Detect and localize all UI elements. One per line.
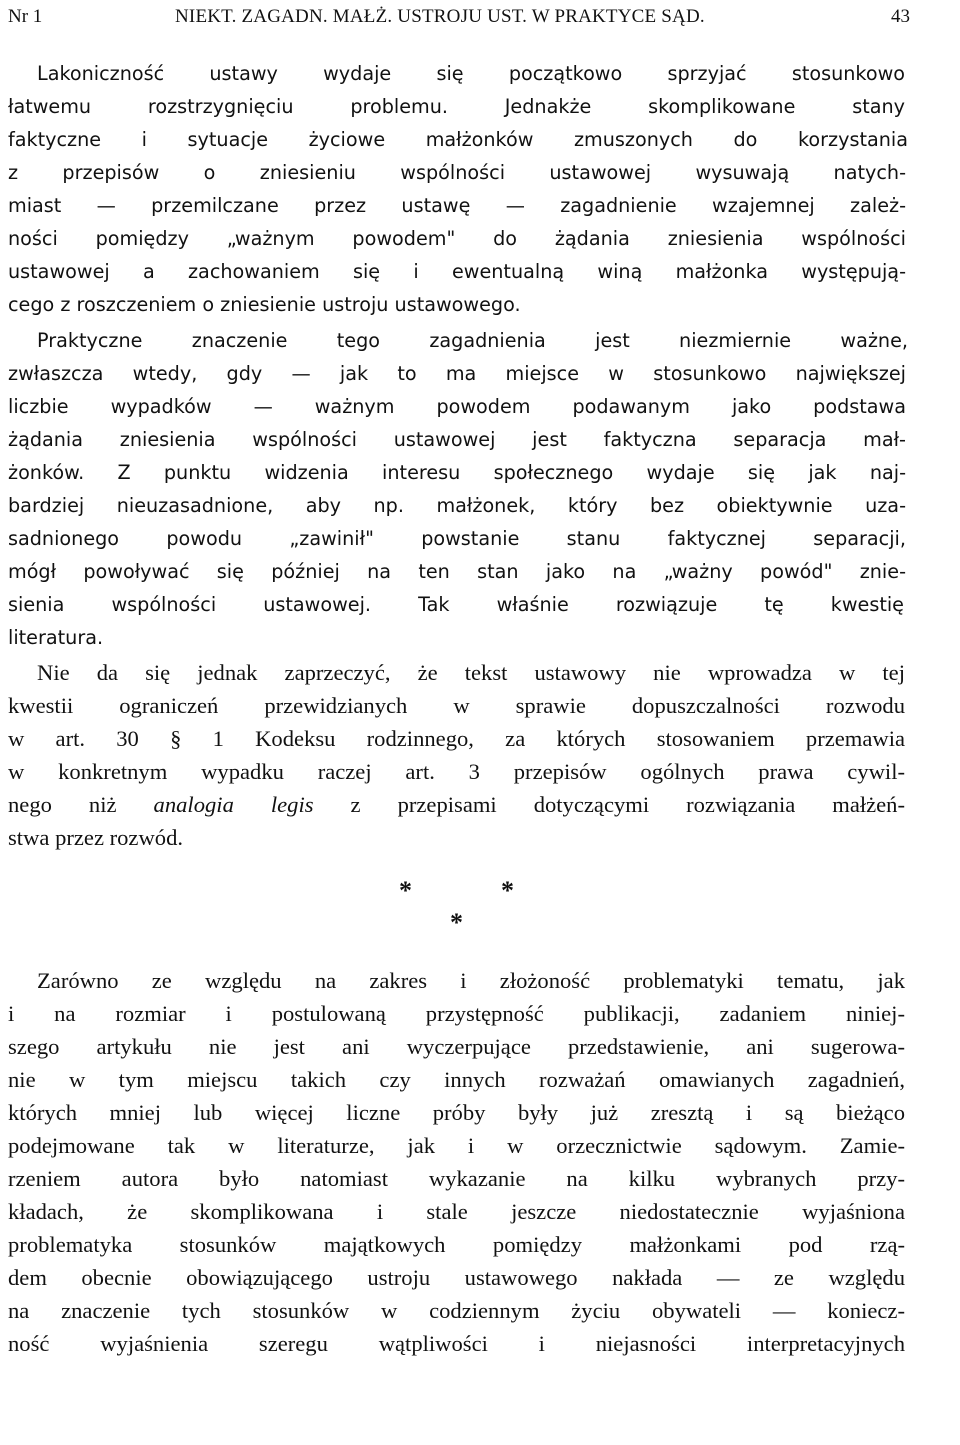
text-line: sadnionego powodu „zawinił" powstanie stanu faktycznej separacji, xyxy=(8,527,906,550)
text-line: zwłaszcza wtedy, gdy — jak to ma miejsce w stosunkowo największej xyxy=(8,362,906,385)
text-line: cego z roszczeniem o zniesienie ustroju ustawowego. xyxy=(8,293,521,316)
asterisk: * xyxy=(501,876,514,905)
text-line: w konkretnym wypadku raczej art. 3 przepisów ogólnych prawa cywil- xyxy=(8,759,905,784)
text-line: rzeniem autora było natomiast wykazanie na kilku wybranych przy- xyxy=(8,1166,905,1191)
italic-phrase: analogia legis xyxy=(153,792,314,817)
text-line: sienia wspólności ustawowej. Tak właśnie rozwiązuje tę kwestię xyxy=(8,593,904,616)
text-line: stwa przez rozwód. xyxy=(8,825,184,850)
asterisk: * xyxy=(399,876,412,905)
text-segment: nego niż xyxy=(8,792,117,817)
text-line: na znaczenie tych stosunków w codziennym życiu obywateli — koniecz- xyxy=(8,1298,905,1323)
text-line: nie w tym miejscu takich czy innych rozważań omawianych zagadnień, xyxy=(8,1067,905,1092)
text-line: mógł powoływać się później na ten stan jako na „ważny powód" znie- xyxy=(8,560,906,583)
journal-issue-number: Nr 1 xyxy=(8,6,43,27)
text-line: faktyczne i sytuacje życiowe małżonków zmuszonych do korzystania xyxy=(8,128,908,151)
text-line: problematyka stosunków majątkowych pomiędzy małżonkami pod rzą- xyxy=(8,1232,905,1257)
text-line: ustawowej a zachowaniem się i ewentualną winą małżonka występują- xyxy=(8,260,906,283)
text-line: w art. 30 § 1 Kodeksu rodzinnego, za których stosowaniem przemawia xyxy=(8,726,905,751)
text-line: miast — przemilczane przez ustawę — zagadnienie wzajemnej zależ- xyxy=(8,194,906,217)
asterisk: * xyxy=(450,908,463,937)
text-line: Lakoniczność ustawy wydaje się początkowo sprzyjać stosunkowo xyxy=(37,62,905,85)
text-line-with-italic xyxy=(8,794,905,817)
text-line: Zarówno ze względu na zakres i złożoność problematyki tematu, jak xyxy=(37,968,905,993)
text-line: ność wyjaśnienia szeregu wątpliwości i niejasności interpretacyjnych xyxy=(8,1331,905,1356)
text-line: bardziej nieuzasadnione, aby np. małżonek, który bez obiektywnie uza- xyxy=(8,494,906,517)
text-line: i na rozmiar i postulowaną przystępność publikacji, zadaniem niniej- xyxy=(8,1001,905,1026)
text-line: kwestii ograniczeń przewidzianych w sprawie dopuszczalności rozwodu xyxy=(8,693,905,718)
text-line: ności pomiędzy „ważnym powodem" do żądania zniesienia wspólności xyxy=(8,227,906,250)
text-line: których mniej lub więcej liczne próby były już zresztą i są bieżąco xyxy=(8,1100,905,1125)
running-header xyxy=(8,6,910,32)
text-line: łatwemu rozstrzygnięciu problemu. Jednakże skomplikowane stany xyxy=(8,95,905,118)
text-line: żądania zniesienia wspólności ustawowej jest faktyczna separacja mał- xyxy=(8,428,906,451)
text-line: Praktyczne znaczenie tego zagadnienia jest niezmiernie ważne, xyxy=(37,329,908,352)
text-line: z przepisów o zniesieniu wspólności ustawowej wysuwają natych- xyxy=(8,161,906,184)
text-line: szego artykułu nie jest ani wyczerpujące przedstawienie, ani sugerowa- xyxy=(8,1034,905,1059)
page-number: 43 xyxy=(891,6,910,27)
running-title: NIEKT. ZAGADN. MAŁŻ. USTROJU UST. W PRAKTYCE SĄD. xyxy=(175,6,705,27)
text-line: dem obecnie obowiązującego ustroju ustawowego nakłada — ze względu xyxy=(8,1265,905,1290)
text-segment: z przepisami dotyczącymi rozwiązania małżeń- xyxy=(350,792,905,817)
text-line: kładach, że skomplikowana i stale jeszcze niedostatecznie wyjaśniona xyxy=(8,1199,905,1224)
text-line: liczbie wypadków — ważnym powodem podawanym jako podstawa xyxy=(8,395,906,418)
text-line: żonków. Z punktu widzenia interesu społecznego wydaje się jak naj- xyxy=(8,461,906,484)
text-line: Nie da się jednak zaprzeczyć, że tekst ustawowy nie wprowadza w tej xyxy=(37,660,905,685)
text-line: literatura. xyxy=(8,626,104,649)
text-line: podejmowane tak w literaturze, jak i w orzecznictwie sądowym. Zamie- xyxy=(8,1133,905,1158)
